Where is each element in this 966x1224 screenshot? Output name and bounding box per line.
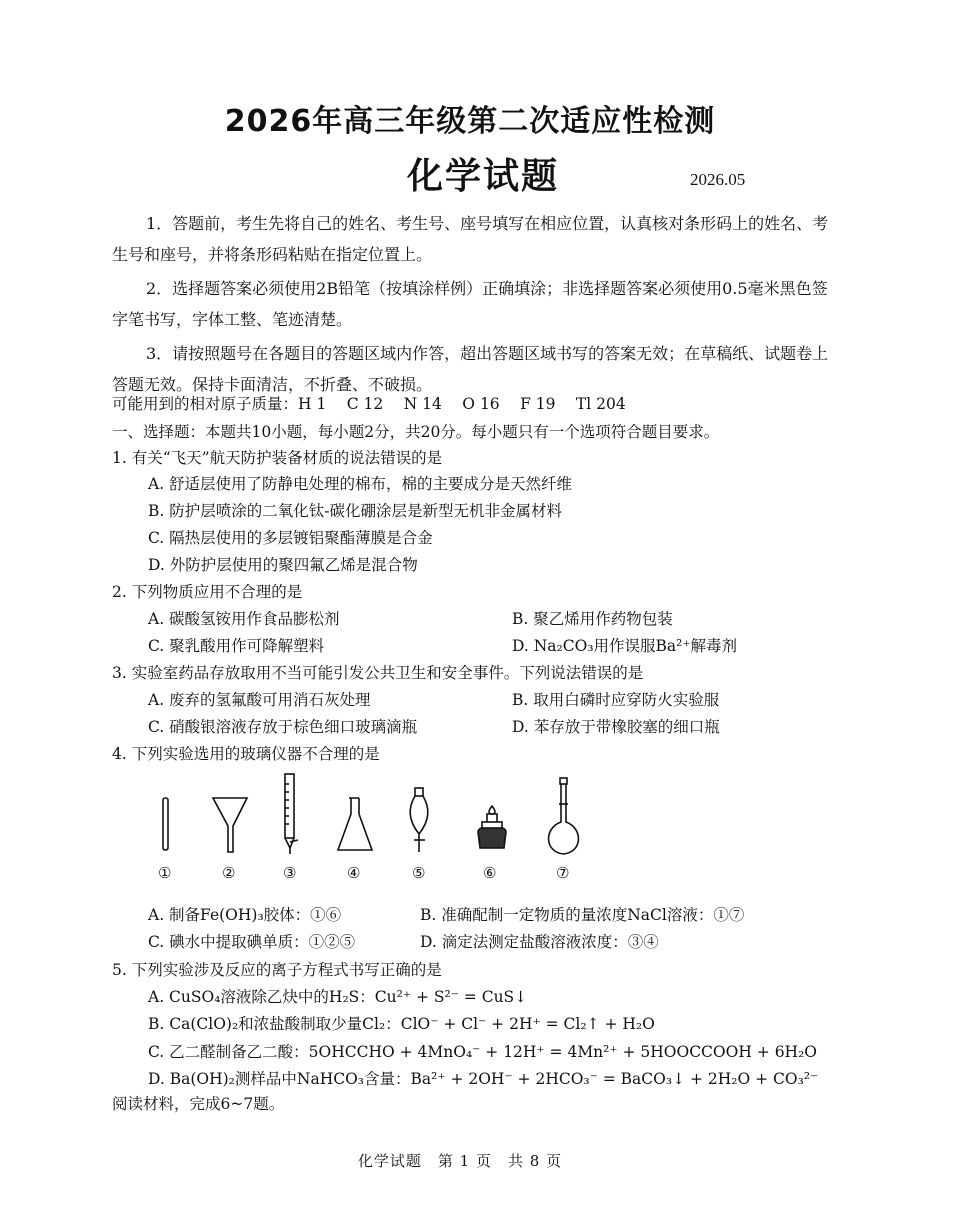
q5-option-b: B. Ca(ClO)₂和浓盐酸制取少量Cl₂：ClO⁻ + Cl⁻ + 2H⁺ = Cl₂↑ + H₂O — [148, 1015, 655, 1033]
subject-title: 化学试题 — [406, 156, 559, 197]
glass-rod-icon — [163, 798, 168, 850]
q4-option-d: D. 滴定法测定盐酸溶液浓度：③④ — [420, 933, 659, 951]
apparatus-label-5: ⑤ — [412, 864, 426, 882]
q1-option-c: C. 隔热层使用的多层镀铝聚酯薄膜是合金 — [148, 529, 433, 547]
volumetric-flask-icon — [549, 778, 579, 854]
funnel-icon — [213, 798, 247, 852]
apparatus-label-6: ⑥ — [483, 864, 497, 882]
q3-option-a: A. 废弃的氢氟酸可用消石灰处理 — [148, 691, 371, 709]
alcohol-lamp-icon — [478, 806, 506, 848]
q2-option-d: D. Na₂CO₃用作误服Ba²⁺解毒剂 — [512, 637, 738, 655]
apparatus-label-7: ⑦ — [556, 864, 570, 882]
section-heading: 一、选择题：本题共10小题，每小题2分，共20分。每小题只有一个选项符合题目要求。 — [112, 423, 720, 441]
q3-stem: 3. 实验室药品存放取用不当可能引发公共卫生和安全事件。下列说法错误的是 — [112, 664, 644, 682]
instruction-1: 1．答题前，考生先将自己的姓名、考生号、座号填写在相应位置，认真核对条形码上的姓名、考生号和座号，并将条形码粘贴在指定位置上。 — [112, 214, 829, 264]
q3-option-d: D. 苯存放于带橡胶塞的细口瓶 — [512, 718, 720, 736]
glassware-figure — [140, 768, 610, 888]
conical-flask-icon — [338, 798, 372, 850]
q2-option-a: A. 碳酸氢铵用作食品膨松剂 — [148, 610, 340, 628]
q3-option-b: B. 取用白磷时应穿防火实验服 — [512, 691, 720, 709]
q1-option-b: B. 防护层喷涂的二氧化钛-碳化硼涂层是新型无机非金属材料 — [148, 502, 562, 520]
q5-option-d: D. Ba(OH)₂测样品中NaHCO₃含量：Ba²⁺ + 2OH⁻ + 2HCO₃⁻ = BaCO₃↓ + 2H₂O + CO₃²⁻ — [148, 1070, 819, 1088]
q1-option-a: A. 舒适层使用了防静电处理的棉布，棉的主要成分是天然纤维 — [148, 475, 573, 493]
exam-title: 2026年高三年级第二次适应性检测 — [224, 104, 716, 139]
q4-option-b: B. 准确配制一定物质的量浓度NaCl溶液：①⑦ — [420, 906, 745, 924]
q1-option-d: D. 外防护层使用的聚四氟乙烯是混合物 — [148, 556, 418, 574]
q3-option-c: C. 硝酸银溶液存放于棕色细口玻璃滴瓶 — [148, 718, 418, 736]
apparatus-label-2: ② — [222, 864, 236, 882]
burette-icon — [285, 774, 298, 854]
q2-stem: 2. 下列物质应用不合理的是 — [112, 583, 303, 601]
exam-date: 2026.05 — [690, 170, 746, 189]
separatory-funnel-icon — [410, 788, 428, 852]
q4-stem: 4. 下列实验选用的玻璃仪器不合理的是 — [112, 745, 380, 763]
q4-option-c: C. 碘水中提取碘单质：①②⑤ — [148, 933, 356, 951]
atomic-masses: 可能用到的相对原子质量：H 1 C 12 N 14 O 16 F 19 Tl 204 — [112, 395, 626, 413]
q2-option-c: C. 聚乳酸用作可降解塑料 — [148, 637, 325, 655]
apparatus-label-4: ④ — [347, 864, 361, 882]
apparatus-label-3: ③ — [283, 864, 297, 882]
instruction-3: 3．请按照题号在各题目的答题区域内作答，超出答题区域书写的答案无效；在草稿纸、试题卷上答题无效。保持卡面清洁，不折叠、不破损。 — [112, 344, 829, 394]
q5-stem: 5. 下列实验涉及反应的离子方程式书写正确的是 — [112, 961, 442, 979]
instruction-2: 2．选择题答案必须使用2B铅笔（按填涂样例）正确填涂；非选择题答案必须使用0.5毫米黑色签字笔书写，字体工整、笔迹清楚。 — [112, 279, 828, 329]
page-footer: 化学试题 第 1 页 共 8 页 — [357, 1152, 563, 1170]
reading-prompt: 阅读材料，完成6~7题。 — [112, 1095, 285, 1113]
q4-option-a: A. 制备Fe(OH)₃胶体：①⑥ — [148, 906, 342, 924]
q5-option-c: C. 乙二醛制备乙二酸：5OHCCHO + 4MnO₄⁻ + 12H⁺ = 4Mn²⁺ + 5HOOCCOOH + 6H₂O — [148, 1043, 817, 1061]
instructions — [112, 208, 840, 403]
q2-option-b: B. 聚乙烯用作药物包装 — [512, 610, 673, 628]
q5-option-a: A. CuSO₄溶液除乙炔中的H₂S：Cu²⁺ + S²⁻ = CuS↓ — [148, 988, 528, 1006]
q1-stem: 1. 有关“飞天”航天防护装备材质的说法错误的是 — [112, 449, 443, 467]
apparatus-label-1: ① — [158, 864, 172, 882]
